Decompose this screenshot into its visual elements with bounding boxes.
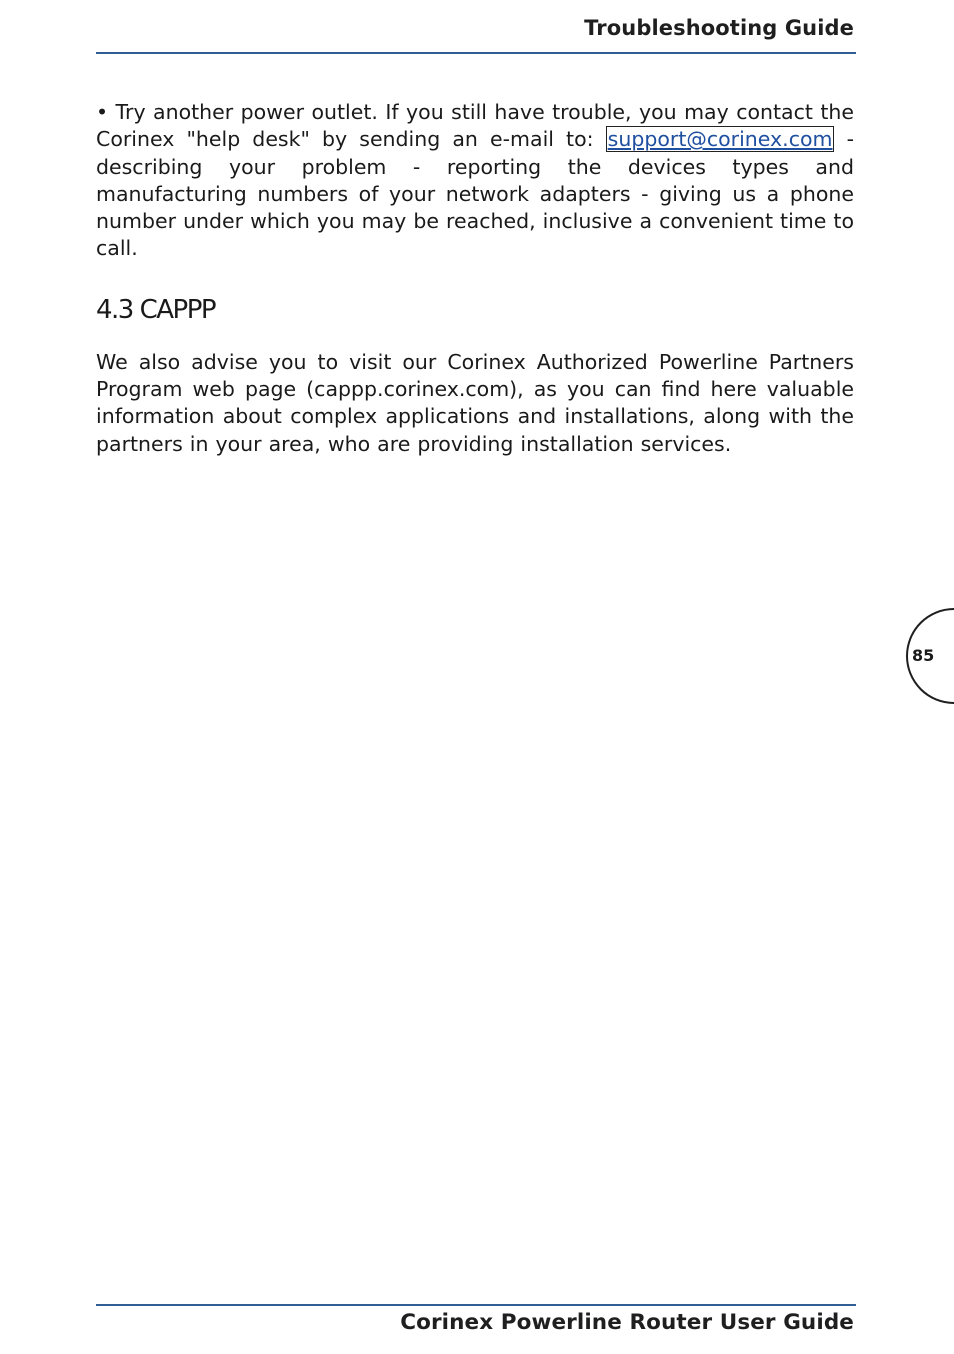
paragraph-text-after-link: - describing your problem - reporting the devices types and manufacturing numbers of your network adapters - giving us a phone number under which you may be reached, inclusive a convenient time to call. xyxy=(96,127,854,261)
cappp-paragraph: We also advise you to visit our Corinex Authorized Powerline Partners Program web page (cappp.corinex.com), as you can find here valuable information about complex applications and installations, along with the partners in your area, who are providing installation services. xyxy=(96,349,854,456)
support-email-link[interactable]: support@corinex.com xyxy=(607,127,833,152)
section-heading: 4.3 CAPPP xyxy=(96,294,216,325)
header-title: Troubleshooting Guide xyxy=(584,16,854,40)
footer-title: Corinex Powerline Router User Guide xyxy=(400,1310,854,1335)
page-content xyxy=(96,99,854,458)
footer-rule xyxy=(96,1304,856,1306)
troubleshooting-paragraph xyxy=(96,99,854,263)
paragraph-text-before-link: • Try another power outlet. If you still have trouble, you may contact the Corinex "help desk" by sending an e-mail to: xyxy=(96,100,854,152)
page-number: 85 xyxy=(912,646,935,665)
header-rule xyxy=(96,52,856,54)
